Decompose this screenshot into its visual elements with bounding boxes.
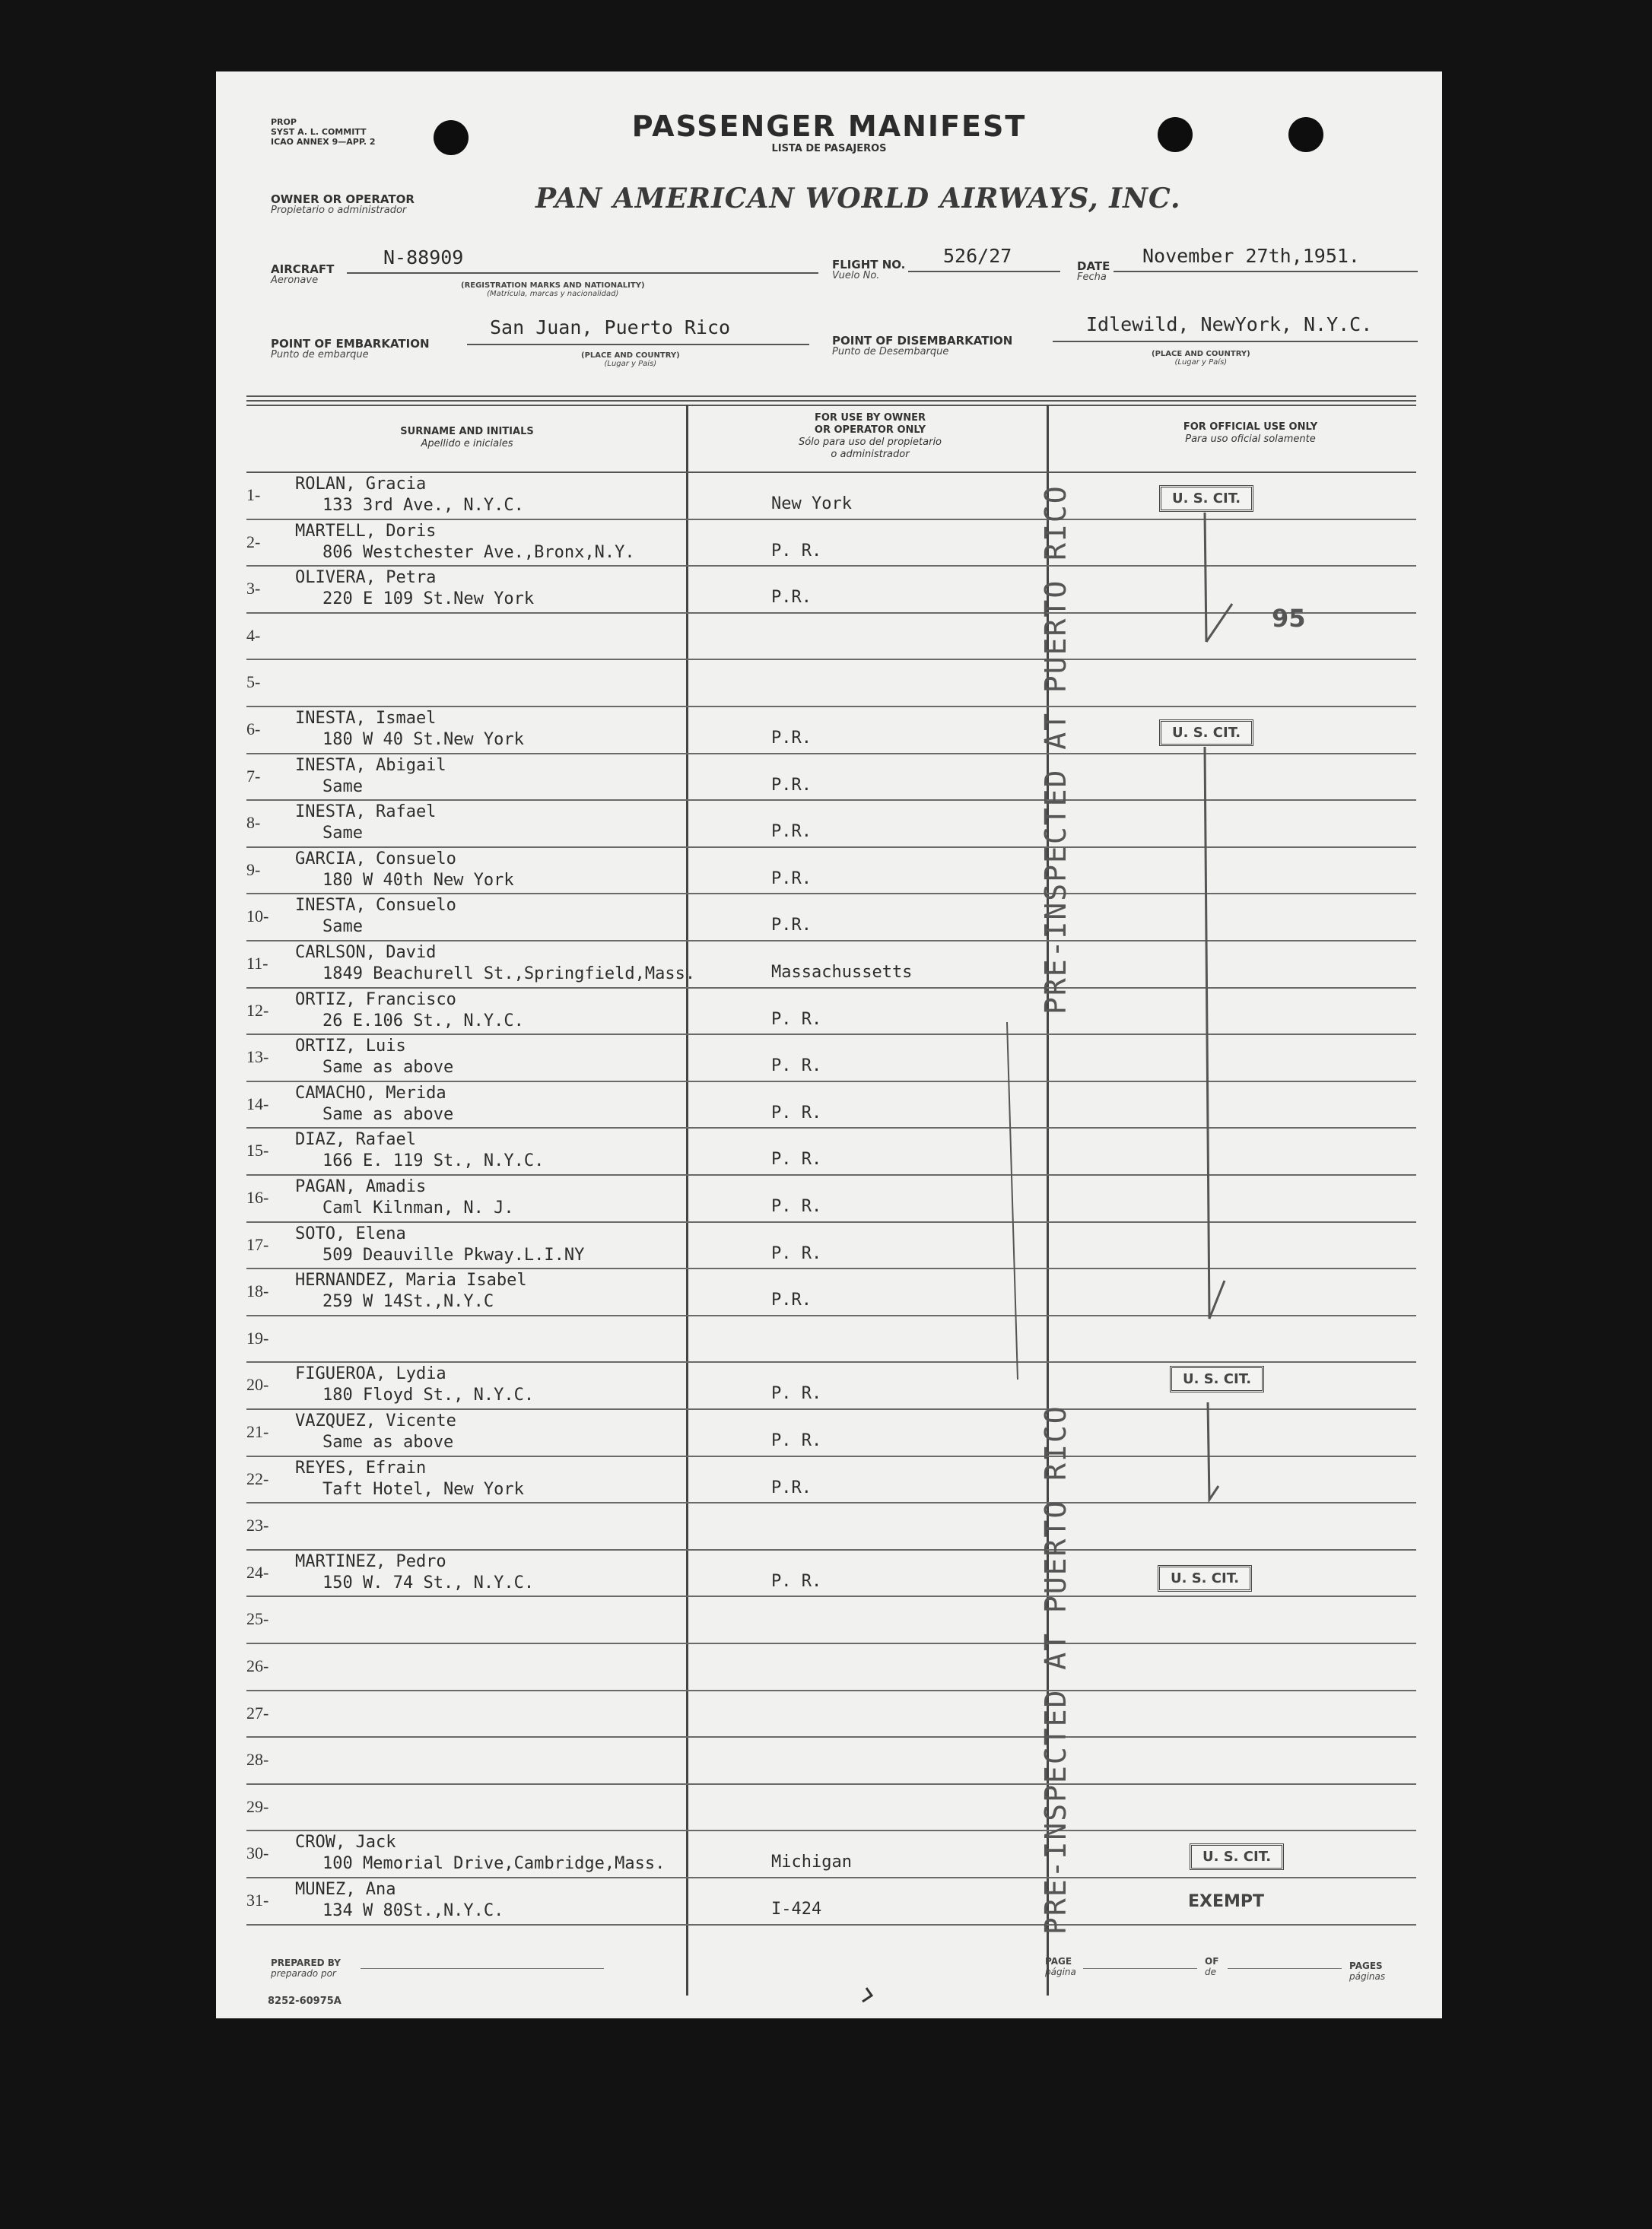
of-label — [1205, 1956, 1218, 1977]
column-header-owner-es-2: o administrador — [831, 449, 910, 460]
pages-label — [1349, 1961, 1385, 1982]
passenger-name: MUNEZ, Ana — [295, 1880, 396, 1899]
column-header-official-en: FOR OFFICIAL USE ONLY — [1183, 421, 1318, 433]
registration-note-en: (REGISTRATION MARKS AND NATIONALITY) — [461, 281, 645, 290]
of-underline — [1228, 1968, 1342, 1969]
column-header-name-es: Apellido e iniciales — [421, 438, 513, 449]
passenger-address: 134 W 80St.,N.Y.C. — [322, 1901, 504, 1920]
date-value: November 27th,1951. — [1142, 245, 1360, 267]
row-number: 9- — [246, 859, 261, 879]
count-stamp: 95 — [1272, 604, 1306, 633]
passenger-name: INESTA, Rafael — [295, 802, 437, 822]
row-number: 1- — [246, 485, 261, 504]
row-number: 27- — [246, 1703, 269, 1723]
owner-label-en: OWNER OR OPERATOR — [271, 192, 415, 206]
embarkation-label-en: POINT OF EMBARKATION — [271, 337, 430, 351]
prepared-by-en: PREPARED BY — [271, 1958, 341, 1968]
row-number: 13- — [246, 1047, 269, 1067]
passenger-address: 26 E.106 St., N.Y.C. — [322, 1011, 524, 1030]
row-number: 12- — [246, 1000, 269, 1020]
passenger-address: 133 3rd Ave., N.Y.C. — [322, 496, 524, 515]
disembarkation-value: Idlewild, NewYork, N.Y.C. — [1086, 313, 1373, 335]
row-number: 28- — [246, 1750, 269, 1770]
passenger-name: INESTA, Ismael — [295, 709, 437, 728]
passenger-name: SOTO, Elena — [295, 1224, 406, 1243]
company-name: PAN AMERICAN WORLD AIRWAYS, INC. — [535, 183, 1181, 214]
row-number: 10- — [246, 907, 269, 926]
passenger-address: Same as above — [322, 1104, 454, 1124]
aircraft-label-en: AIRCRAFT — [271, 262, 335, 276]
passenger-address: Same as above — [322, 1058, 454, 1078]
pre-inspected-stamp-top: PRE-INSPECTED AT PUERTO RICO — [1039, 484, 1072, 1014]
passenger-address: 100 Memorial Drive,Cambridge,Mass. — [322, 1854, 666, 1874]
passenger-name: REYES, Efrain — [295, 1458, 427, 1478]
passenger-name: ORTIZ, Luis — [295, 1037, 406, 1056]
row-number: 25- — [246, 1609, 269, 1629]
passenger-destination: Massachussetts — [771, 963, 913, 982]
page-label — [1045, 1956, 1076, 1977]
aircraft-label-es: Aeronave — [271, 275, 319, 286]
page-label-es: página — [1045, 1967, 1076, 1977]
row-number: 2- — [246, 532, 261, 551]
pre-inspected-stamp-bottom: PRE-INSPECTED AT PUERTO RICO — [1039, 1405, 1072, 1935]
passenger-name: VAZQUEZ, Vicente — [295, 1411, 456, 1430]
approval-line-1: PROP — [271, 117, 297, 127]
row-number: 6- — [246, 719, 261, 738]
prepared-by-label — [271, 1958, 341, 1979]
passenger-name: CROW, Jack — [295, 1833, 396, 1853]
flight-value: 526/27 — [943, 245, 1012, 267]
column-header-official-es: Para uso oficial solamente — [1185, 433, 1316, 445]
embarkation-label-es: Punto de embarque — [271, 349, 369, 360]
disembark-place-note-en: (PLACE AND COUNTRY) — [1152, 350, 1250, 358]
row-number: 3- — [246, 579, 261, 599]
passenger-destination: P.R. — [771, 822, 812, 842]
passenger-destination: P. R. — [771, 1384, 822, 1404]
passenger-address: 166 E. 119 St., N.Y.C. — [322, 1151, 545, 1171]
column-header-owner-es-1: Sólo para uso del propietario — [798, 437, 942, 448]
passenger-destination: P.R. — [771, 916, 812, 935]
passenger-name: ORTIZ, Francisco — [295, 989, 456, 1009]
date-label-en: DATE — [1077, 259, 1110, 273]
passenger-address: 806 Westchester Ave.,Bronx,N.Y. — [322, 542, 635, 562]
approval-line-2: SYST A. L. COMMITT — [271, 127, 367, 137]
row-number: 30- — [246, 1843, 269, 1863]
passenger-destination: P.R. — [771, 775, 812, 795]
column-header-owner-en-1: FOR USE BY OWNER — [814, 412, 926, 424]
manifest-sheet — [216, 71, 1442, 2018]
registration-note-es: (Matrícula, marcas y nacionalidad) — [487, 290, 619, 298]
row-number: 22- — [246, 1469, 269, 1488]
passenger-name: DIAZ, Rafael — [295, 1130, 416, 1150]
page-underline — [1083, 1968, 1197, 1969]
page-label-en: PAGE — [1045, 1956, 1072, 1967]
passenger-address: 180 W 40 St.New York — [322, 730, 524, 749]
passenger-destination: P.R. — [771, 729, 812, 748]
row-number: 15- — [246, 1141, 269, 1161]
row-number: 8- — [246, 813, 261, 833]
passenger-address: 1849 Beachurell St.,Springfield,Mass. — [322, 964, 696, 983]
aircraft-value: N-88909 — [383, 246, 464, 268]
passenger-destination: P. R. — [771, 1431, 822, 1450]
approval-line-3: ICAO ANNEX 9—APP. 2 — [271, 137, 376, 147]
page-subtitle: LISTA DE PASAJEROS — [771, 143, 887, 154]
of-label-es: de — [1205, 1967, 1216, 1977]
embark-place-note-en: (PLACE AND COUNTRY) — [581, 351, 680, 360]
row-number: 5- — [246, 672, 261, 692]
of-label-en: OF — [1205, 1956, 1219, 1967]
disembarkation-label-en: POINT OF DISEMBARKATION — [832, 334, 1013, 348]
embarkation-value: San Juan, Puerto Rico — [490, 316, 731, 338]
passenger-address: 509 Deauville Pkway.L.I.NY — [322, 1245, 585, 1265]
passenger-name: ROLAN, Gracia — [295, 475, 427, 494]
row-number: 21- — [246, 1422, 269, 1441]
embark-place-note-es: (Lugar y País) — [604, 360, 657, 368]
passenger-destination: I-424 — [771, 1900, 822, 1919]
passenger-name: CAMACHO, Merida — [295, 1083, 446, 1103]
passenger-destination: P.R. — [771, 588, 812, 608]
passenger-address: Taft Hotel, New York — [322, 1479, 524, 1499]
passenger-destination: New York — [771, 494, 852, 513]
passenger-name: INESTA, Consuelo — [295, 896, 456, 916]
prepared-by-es: preparado por — [271, 1968, 336, 1979]
passenger-destination: P. R. — [771, 1571, 822, 1591]
passenger-name: MARTINEZ, Pedro — [295, 1551, 446, 1571]
row-number: 29- — [246, 1796, 269, 1816]
row-number: 24- — [246, 1562, 269, 1582]
row-number: 11- — [246, 954, 268, 973]
disembark-place-note-es: (Lugar y País) — [1174, 358, 1228, 367]
row-number: 23- — [246, 1516, 269, 1535]
passenger-name: MARTELL, Doris — [295, 521, 437, 541]
pages-label-es: páginas — [1349, 1971, 1386, 1982]
us-citizen-stamp-3: U. S. CIT. — [1170, 1366, 1264, 1392]
page-title: PASSENGER MANIFEST — [631, 110, 1027, 143]
passenger-address: Same — [322, 776, 363, 796]
passenger-address: Same as above — [322, 1433, 454, 1452]
passenger-destination: P. R. — [771, 1150, 822, 1170]
disembarkation-label-es: Punto de Desembarque — [832, 346, 949, 357]
row-number: 16- — [246, 1188, 269, 1207]
passenger-name: INESTA, Abigail — [295, 755, 446, 775]
passenger-address: Same — [322, 824, 363, 843]
date-label-es: Fecha — [1077, 271, 1107, 283]
row-number: 31- — [246, 1891, 269, 1910]
us-citizen-stamp-4: U. S. CIT. — [1158, 1565, 1252, 1592]
row-number: 26- — [246, 1656, 269, 1675]
passenger-address: 220 E 109 St.New York — [322, 589, 535, 609]
passenger-destination: P. R. — [771, 1197, 822, 1216]
passenger-name: OLIVERA, Petra — [295, 568, 437, 588]
passenger-destination: P.R. — [771, 1478, 812, 1497]
passenger-name: CARLSON, David — [295, 943, 437, 962]
passenger-name: PAGAN, Amadis — [295, 1177, 427, 1196]
passenger-destination: P. R. — [771, 1056, 822, 1076]
us-citizen-stamp-5: U. S. CIT. — [1190, 1843, 1284, 1870]
flight-label-es: Vuelo No. — [832, 270, 880, 281]
passenger-destination: P. R. — [771, 1243, 822, 1263]
handwritten-marks — [216, 71, 1442, 2018]
form-code: 8252-60975A — [268, 1996, 342, 2007]
us-citizen-stamp-2: U. S. CIT. — [1159, 719, 1253, 746]
passenger-destination: P.R. — [771, 1291, 812, 1310]
row-number: 18- — [246, 1281, 269, 1301]
passenger-address: 259 W 14St.,N.Y.C — [322, 1292, 494, 1312]
exempt-stamp: EXEMPT — [1188, 1892, 1265, 1911]
passenger-address: 180 Floyd St., N.Y.C. — [322, 1386, 535, 1405]
owner-label-es: Propietario o administrador — [271, 205, 407, 216]
column-header-name-en: SURNAME AND INITIALS — [400, 426, 534, 437]
row-number: 17- — [246, 1234, 269, 1254]
pages-label-en: PAGES — [1349, 1961, 1383, 1971]
prepared-by-underline — [361, 1968, 604, 1969]
passenger-destination: Michigan — [771, 1853, 852, 1872]
passenger-destination: P. R. — [771, 1009, 822, 1029]
passenger-destination: P.R. — [771, 868, 812, 888]
passenger-destination: P. R. — [771, 1103, 822, 1122]
passenger-address: Caml Kilnman, N. J. — [322, 1199, 514, 1218]
passenger-name: FIGUEROA, Lydia — [295, 1364, 446, 1384]
passenger-address: Same — [322, 917, 363, 937]
passenger-name: GARCIA, Consuelo — [295, 849, 456, 868]
row-number: 4- — [246, 625, 261, 645]
passenger-address: 150 W. 74 St., N.Y.C. — [322, 1573, 535, 1592]
passenger-destination: P. R. — [771, 541, 822, 560]
passenger-name: HERNANDEZ, Maria Isabel — [295, 1271, 527, 1291]
row-number: 20- — [246, 1375, 269, 1395]
flight-label-en: FLIGHT NO. — [832, 258, 906, 271]
us-citizen-stamp-1: U. S. CIT. — [1159, 485, 1253, 512]
column-header-owner-en-2: OR OPERATOR ONLY — [814, 424, 926, 436]
row-number: 7- — [246, 766, 261, 786]
passenger-address: 180 W 40th New York — [322, 870, 514, 890]
row-number: 14- — [246, 1094, 269, 1113]
row-number: 19- — [246, 1328, 269, 1348]
